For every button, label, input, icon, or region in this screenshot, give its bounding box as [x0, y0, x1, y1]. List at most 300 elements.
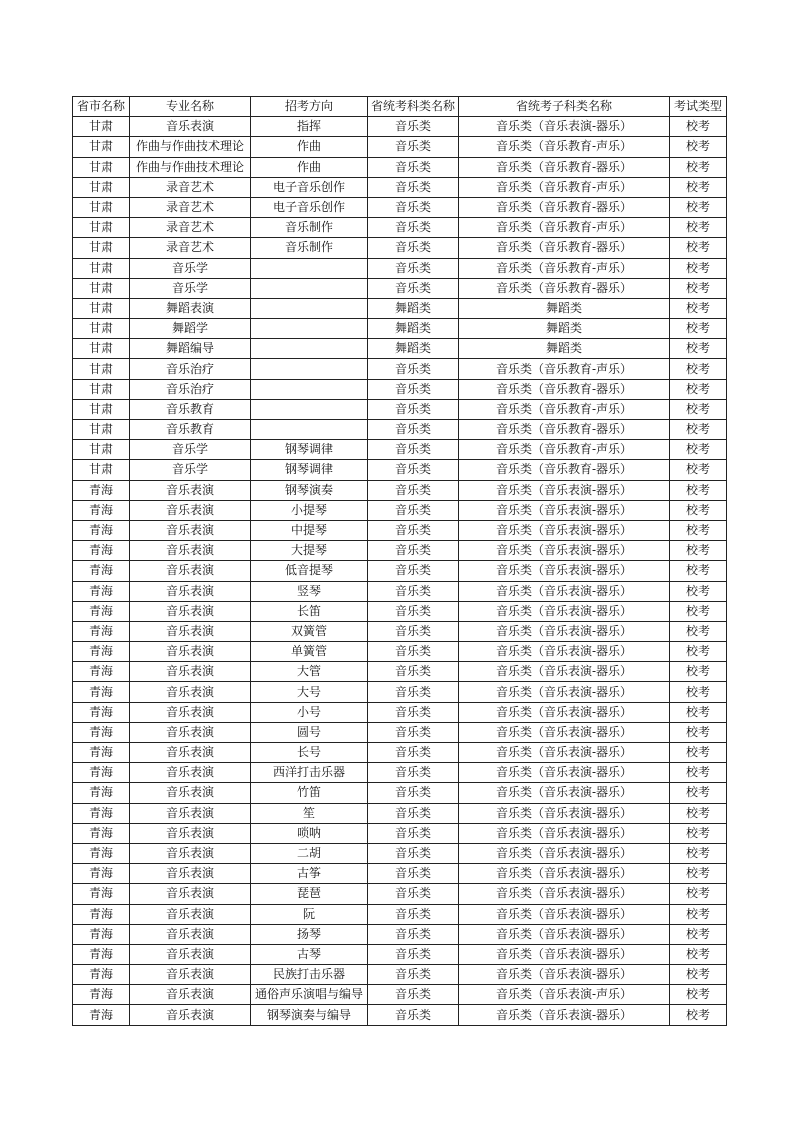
cell-direction	[251, 379, 368, 399]
cell-exam-type: 校考	[670, 924, 727, 944]
cell-province: 青海	[73, 722, 130, 742]
cell-direction: 长笛	[251, 601, 368, 621]
cell-direction	[251, 298, 368, 318]
cell-exam-type: 校考	[670, 258, 727, 278]
table-row	[73, 460, 727, 480]
cell-exam-type: 校考	[670, 520, 727, 540]
cell-exam-subcategory: 音乐类（音乐表演-器乐）	[459, 500, 670, 520]
cell-exam-category: 音乐类	[368, 581, 459, 601]
cell-exam-type: 校考	[670, 601, 727, 621]
table-row	[73, 601, 727, 621]
cell-direction: 竹笛	[251, 783, 368, 803]
table-row	[73, 803, 727, 823]
cell-province: 青海	[73, 642, 130, 662]
cell-direction: 作曲	[251, 157, 368, 177]
cell-major: 音乐表演	[130, 682, 251, 702]
cell-exam-category: 音乐类	[368, 642, 459, 662]
cell-direction: 中提琴	[251, 520, 368, 540]
cell-province: 甘肃	[73, 440, 130, 460]
cell-exam-subcategory: 音乐类（音乐表演-器乐）	[459, 117, 670, 137]
table-row	[73, 399, 727, 419]
cell-major: 音乐表演	[130, 500, 251, 520]
cell-major: 音乐表演	[130, 803, 251, 823]
table-row	[73, 843, 727, 863]
cell-exam-category: 音乐类	[368, 722, 459, 742]
cell-exam-category: 音乐类	[368, 177, 459, 197]
cell-province: 青海	[73, 743, 130, 763]
cell-exam-category: 舞蹈类	[368, 298, 459, 318]
cell-major: 音乐表演	[130, 722, 251, 742]
cell-direction: 圆号	[251, 722, 368, 742]
cell-exam-category: 音乐类	[368, 359, 459, 379]
cell-exam-type: 校考	[670, 642, 727, 662]
cell-direction: 长号	[251, 743, 368, 763]
table-row	[73, 884, 727, 904]
cell-province: 甘肃	[73, 218, 130, 238]
cell-exam-type: 校考	[670, 662, 727, 682]
cell-province: 甘肃	[73, 117, 130, 137]
cell-exam-subcategory: 音乐类（音乐表演-器乐）	[459, 581, 670, 601]
cell-direction: 音乐制作	[251, 218, 368, 238]
cell-province: 甘肃	[73, 339, 130, 359]
cell-province: 青海	[73, 702, 130, 722]
table-body	[73, 117, 727, 1025]
cell-province: 甘肃	[73, 298, 130, 318]
header-province: 省市名称	[73, 97, 130, 117]
cell-major: 音乐表演	[130, 601, 251, 621]
cell-exam-type: 校考	[670, 460, 727, 480]
table-row	[73, 1005, 727, 1025]
cell-direction: 通俗声乐演唱与编导	[251, 985, 368, 1005]
cell-direction: 笙	[251, 803, 368, 823]
cell-exam-subcategory: 音乐类（音乐教育-声乐）	[459, 258, 670, 278]
cell-exam-type: 校考	[670, 944, 727, 964]
cell-direction: 单簧管	[251, 642, 368, 662]
cell-exam-type: 校考	[670, 541, 727, 561]
cell-major: 音乐学	[130, 460, 251, 480]
table-row	[73, 177, 727, 197]
cell-exam-category: 音乐类	[368, 520, 459, 540]
table-row	[73, 420, 727, 440]
cell-exam-type: 校考	[670, 743, 727, 763]
cell-major: 录音艺术	[130, 218, 251, 238]
cell-direction: 电子音乐创作	[251, 177, 368, 197]
cell-exam-type: 校考	[670, 985, 727, 1005]
table-row	[73, 965, 727, 985]
cell-exam-subcategory: 音乐类（音乐表演-器乐）	[459, 823, 670, 843]
table-row	[73, 319, 727, 339]
cell-major: 作曲与作曲技术理论	[130, 157, 251, 177]
cell-direction: 钢琴演奏	[251, 480, 368, 500]
cell-exam-category: 音乐类	[368, 278, 459, 298]
cell-exam-category: 音乐类	[368, 157, 459, 177]
table-row	[73, 218, 727, 238]
cell-province: 甘肃	[73, 278, 130, 298]
cell-exam-type: 校考	[670, 621, 727, 641]
cell-major: 音乐表演	[130, 965, 251, 985]
table-row	[73, 298, 727, 318]
cell-direction: 低音提琴	[251, 561, 368, 581]
cell-exam-type: 校考	[670, 561, 727, 581]
cell-province: 青海	[73, 965, 130, 985]
table-row	[73, 359, 727, 379]
cell-exam-subcategory: 音乐类（音乐表演-器乐）	[459, 702, 670, 722]
table-row	[73, 944, 727, 964]
cell-major: 音乐表演	[130, 480, 251, 500]
cell-direction	[251, 278, 368, 298]
cell-exam-type: 校考	[670, 440, 727, 460]
cell-exam-type: 校考	[670, 1005, 727, 1025]
cell-province: 甘肃	[73, 319, 130, 339]
cell-exam-subcategory: 音乐类（音乐教育-声乐）	[459, 399, 670, 419]
cell-major: 音乐治疗	[130, 379, 251, 399]
cell-exam-type: 校考	[670, 339, 727, 359]
table-row	[73, 137, 727, 157]
admissions-table	[72, 96, 727, 1026]
cell-major: 音乐表演	[130, 763, 251, 783]
cell-exam-type: 校考	[670, 137, 727, 157]
table-row	[73, 480, 727, 500]
cell-direction	[251, 399, 368, 419]
cell-major: 音乐教育	[130, 420, 251, 440]
cell-exam-subcategory: 音乐类（音乐教育-器乐）	[459, 420, 670, 440]
cell-province: 甘肃	[73, 157, 130, 177]
cell-province: 青海	[73, 601, 130, 621]
cell-exam-subcategory: 音乐类（音乐表演-器乐）	[459, 843, 670, 863]
cell-major: 音乐表演	[130, 884, 251, 904]
cell-exam-category: 音乐类	[368, 924, 459, 944]
cell-major: 音乐表演	[130, 985, 251, 1005]
cell-exam-type: 校考	[670, 843, 727, 863]
cell-exam-category: 音乐类	[368, 682, 459, 702]
cell-direction: 竖琴	[251, 581, 368, 601]
cell-exam-type: 校考	[670, 803, 727, 823]
cell-exam-type: 校考	[670, 965, 727, 985]
cell-province: 青海	[73, 884, 130, 904]
cell-major: 音乐表演	[130, 520, 251, 540]
cell-exam-type: 校考	[670, 197, 727, 217]
table-row	[73, 823, 727, 843]
cell-exam-subcategory: 音乐类（音乐表演-器乐）	[459, 662, 670, 682]
cell-exam-type: 校考	[670, 904, 727, 924]
cell-exam-subcategory: 音乐类（音乐教育-器乐）	[459, 278, 670, 298]
cell-province: 青海	[73, 682, 130, 702]
cell-direction: 大管	[251, 662, 368, 682]
cell-exam-subcategory: 音乐类（音乐表演-器乐）	[459, 965, 670, 985]
cell-province: 青海	[73, 823, 130, 843]
cell-exam-category: 音乐类	[368, 985, 459, 1005]
cell-major: 音乐治疗	[130, 359, 251, 379]
cell-province: 青海	[73, 662, 130, 682]
table-row	[73, 238, 727, 258]
cell-exam-category: 音乐类	[368, 379, 459, 399]
cell-exam-subcategory: 音乐类（音乐教育-声乐）	[459, 177, 670, 197]
table-row	[73, 864, 727, 884]
cell-exam-subcategory: 音乐类（音乐表演-器乐）	[459, 642, 670, 662]
cell-province: 甘肃	[73, 420, 130, 440]
cell-major: 音乐表演	[130, 843, 251, 863]
table-row	[73, 339, 727, 359]
cell-exam-subcategory: 音乐类（音乐表演-器乐）	[459, 884, 670, 904]
cell-exam-subcategory: 音乐类（音乐表演-器乐）	[459, 1005, 670, 1025]
cell-exam-type: 校考	[670, 177, 727, 197]
cell-province: 青海	[73, 500, 130, 520]
cell-exam-subcategory: 音乐类（音乐教育-器乐）	[459, 379, 670, 399]
cell-exam-subcategory: 音乐类（音乐教育-声乐）	[459, 218, 670, 238]
cell-exam-subcategory: 音乐类（音乐表演-器乐）	[459, 904, 670, 924]
cell-exam-subcategory: 音乐类（音乐教育-器乐）	[459, 157, 670, 177]
cell-direction: 琵琶	[251, 884, 368, 904]
table-row	[73, 904, 727, 924]
table-row	[73, 197, 727, 217]
cell-exam-subcategory: 音乐类（音乐表演-器乐）	[459, 783, 670, 803]
cell-province: 甘肃	[73, 258, 130, 278]
cell-exam-subcategory: 音乐类（音乐教育-声乐）	[459, 359, 670, 379]
cell-exam-category: 音乐类	[368, 197, 459, 217]
cell-exam-category: 音乐类	[368, 823, 459, 843]
cell-province: 青海	[73, 581, 130, 601]
cell-exam-category: 音乐类	[368, 1005, 459, 1025]
table-row	[73, 581, 727, 601]
cell-direction	[251, 339, 368, 359]
cell-exam-category: 音乐类	[368, 965, 459, 985]
cell-exam-subcategory: 舞蹈类	[459, 319, 670, 339]
cell-exam-category: 音乐类	[368, 500, 459, 520]
cell-direction: 钢琴调律	[251, 460, 368, 480]
cell-exam-category: 音乐类	[368, 420, 459, 440]
cell-province: 青海	[73, 1005, 130, 1025]
cell-exam-category: 舞蹈类	[368, 339, 459, 359]
table-row	[73, 278, 727, 298]
cell-exam-subcategory: 音乐类（音乐表演-器乐）	[459, 722, 670, 742]
cell-province: 青海	[73, 621, 130, 641]
cell-exam-subcategory: 音乐类（音乐教育-器乐）	[459, 460, 670, 480]
cell-exam-subcategory: 音乐类（音乐表演-器乐）	[459, 763, 670, 783]
cell-exam-subcategory: 音乐类（音乐教育-声乐）	[459, 137, 670, 157]
cell-province: 甘肃	[73, 238, 130, 258]
cell-exam-type: 校考	[670, 298, 727, 318]
cell-direction: 民族打击乐器	[251, 965, 368, 985]
table-row	[73, 722, 727, 742]
cell-exam-type: 校考	[670, 218, 727, 238]
cell-province: 青海	[73, 864, 130, 884]
cell-direction: 指挥	[251, 117, 368, 137]
cell-major: 舞蹈编导	[130, 339, 251, 359]
table-row	[73, 157, 727, 177]
cell-major: 音乐表演	[130, 944, 251, 964]
cell-major: 音乐表演	[130, 783, 251, 803]
cell-direction: 大号	[251, 682, 368, 702]
cell-exam-type: 校考	[670, 278, 727, 298]
cell-direction: 小提琴	[251, 500, 368, 520]
cell-province: 甘肃	[73, 359, 130, 379]
table-header-row	[73, 97, 727, 117]
cell-exam-category: 音乐类	[368, 621, 459, 641]
cell-exam-category: 音乐类	[368, 238, 459, 258]
cell-major: 音乐表演	[130, 924, 251, 944]
cell-exam-subcategory: 音乐类（音乐表演-器乐）	[459, 601, 670, 621]
cell-major: 音乐表演	[130, 621, 251, 641]
cell-direction: 古筝	[251, 864, 368, 884]
cell-direction: 作曲	[251, 137, 368, 157]
cell-major: 舞蹈学	[130, 319, 251, 339]
cell-exam-subcategory: 音乐类（音乐表演-器乐）	[459, 621, 670, 641]
cell-exam-category: 音乐类	[368, 904, 459, 924]
cell-exam-category: 音乐类	[368, 218, 459, 238]
cell-exam-type: 校考	[670, 379, 727, 399]
cell-major: 音乐表演	[130, 702, 251, 722]
cell-major: 音乐学	[130, 278, 251, 298]
table-row	[73, 763, 727, 783]
cell-direction: 小号	[251, 702, 368, 722]
table-row	[73, 258, 727, 278]
table-row	[73, 520, 727, 540]
table-row	[73, 783, 727, 803]
cell-exam-subcategory: 舞蹈类	[459, 339, 670, 359]
cell-exam-category: 音乐类	[368, 561, 459, 581]
cell-direction: 古琴	[251, 944, 368, 964]
cell-direction: 双簧管	[251, 621, 368, 641]
cell-exam-type: 校考	[670, 238, 727, 258]
cell-exam-category: 音乐类	[368, 601, 459, 621]
cell-province: 青海	[73, 520, 130, 540]
cell-province: 青海	[73, 561, 130, 581]
cell-exam-subcategory: 音乐类（音乐教育-声乐）	[459, 440, 670, 460]
cell-exam-category: 音乐类	[368, 843, 459, 863]
cell-exam-category: 音乐类	[368, 480, 459, 500]
cell-exam-subcategory: 音乐类（音乐表演-器乐）	[459, 541, 670, 561]
cell-exam-type: 校考	[670, 864, 727, 884]
cell-major: 音乐表演	[130, 117, 251, 137]
cell-exam-subcategory: 音乐类（音乐表演-器乐）	[459, 924, 670, 944]
cell-exam-subcategory: 舞蹈类	[459, 298, 670, 318]
cell-exam-category: 音乐类	[368, 541, 459, 561]
cell-province: 青海	[73, 480, 130, 500]
table-row	[73, 682, 727, 702]
table-row	[73, 621, 727, 641]
cell-exam-category: 音乐类	[368, 137, 459, 157]
cell-major: 音乐表演	[130, 581, 251, 601]
cell-major: 音乐学	[130, 258, 251, 278]
cell-major: 录音艺术	[130, 197, 251, 217]
cell-exam-category: 音乐类	[368, 944, 459, 964]
cell-major: 音乐表演	[130, 904, 251, 924]
cell-exam-type: 校考	[670, 359, 727, 379]
cell-major: 音乐表演	[130, 561, 251, 581]
cell-exam-category: 舞蹈类	[368, 319, 459, 339]
cell-exam-type: 校考	[670, 884, 727, 904]
cell-major: 音乐表演	[130, 864, 251, 884]
cell-exam-subcategory: 音乐类（音乐表演-器乐）	[459, 803, 670, 823]
cell-exam-category: 音乐类	[368, 460, 459, 480]
table-row	[73, 500, 727, 520]
cell-province: 甘肃	[73, 379, 130, 399]
cell-direction: 音乐制作	[251, 238, 368, 258]
cell-direction	[251, 258, 368, 278]
cell-province: 甘肃	[73, 137, 130, 157]
cell-direction: 西洋打击乐器	[251, 763, 368, 783]
cell-exam-type: 校考	[670, 682, 727, 702]
cell-exam-subcategory: 音乐类（音乐表演-声乐）	[459, 985, 670, 1005]
cell-exam-type: 校考	[670, 117, 727, 137]
cell-direction: 钢琴调律	[251, 440, 368, 460]
table-row	[73, 541, 727, 561]
cell-direction: 扬琴	[251, 924, 368, 944]
cell-exam-category: 音乐类	[368, 399, 459, 419]
cell-province: 青海	[73, 541, 130, 561]
cell-direction: 电子音乐创作	[251, 197, 368, 217]
table-row	[73, 561, 727, 581]
cell-exam-category: 音乐类	[368, 763, 459, 783]
cell-exam-category: 音乐类	[368, 864, 459, 884]
cell-province: 甘肃	[73, 399, 130, 419]
cell-province: 青海	[73, 924, 130, 944]
cell-province: 青海	[73, 944, 130, 964]
cell-exam-subcategory: 音乐类（音乐表演-器乐）	[459, 561, 670, 581]
cell-direction	[251, 319, 368, 339]
cell-exam-category: 音乐类	[368, 117, 459, 137]
cell-major: 音乐表演	[130, 642, 251, 662]
cell-exam-category: 音乐类	[368, 258, 459, 278]
cell-direction: 大提琴	[251, 541, 368, 561]
cell-exam-type: 校考	[670, 581, 727, 601]
table-row	[73, 440, 727, 460]
header-exam-category: 省统考科类名称	[368, 97, 459, 117]
cell-exam-type: 校考	[670, 702, 727, 722]
cell-exam-type: 校考	[670, 157, 727, 177]
cell-province: 青海	[73, 985, 130, 1005]
cell-exam-category: 音乐类	[368, 440, 459, 460]
cell-exam-type: 校考	[670, 783, 727, 803]
cell-exam-category: 音乐类	[368, 662, 459, 682]
cell-exam-type: 校考	[670, 722, 727, 742]
cell-exam-type: 校考	[670, 420, 727, 440]
cell-exam-subcategory: 音乐类（音乐教育-器乐）	[459, 238, 670, 258]
cell-major: 音乐表演	[130, 823, 251, 843]
cell-direction	[251, 359, 368, 379]
cell-exam-subcategory: 音乐类（音乐表演-器乐）	[459, 944, 670, 964]
cell-exam-type: 校考	[670, 763, 727, 783]
cell-major: 音乐教育	[130, 399, 251, 419]
table-row	[73, 662, 727, 682]
cell-province: 甘肃	[73, 177, 130, 197]
cell-major: 音乐表演	[130, 1005, 251, 1025]
header-exam-subcategory: 省统考子科类名称	[459, 97, 670, 117]
cell-exam-subcategory: 音乐类（音乐教育-器乐）	[459, 197, 670, 217]
cell-exam-type: 校考	[670, 480, 727, 500]
cell-direction	[251, 420, 368, 440]
cell-exam-type: 校考	[670, 823, 727, 843]
cell-exam-type: 校考	[670, 319, 727, 339]
cell-province: 青海	[73, 763, 130, 783]
header-major: 专业名称	[130, 97, 251, 117]
cell-exam-category: 音乐类	[368, 884, 459, 904]
cell-exam-subcategory: 音乐类（音乐表演-器乐）	[459, 480, 670, 500]
cell-exam-category: 音乐类	[368, 702, 459, 722]
cell-direction: 阮	[251, 904, 368, 924]
cell-province: 青海	[73, 783, 130, 803]
cell-province: 甘肃	[73, 460, 130, 480]
table-row	[73, 924, 727, 944]
table-row	[73, 743, 727, 763]
cell-exam-category: 音乐类	[368, 783, 459, 803]
cell-exam-type: 校考	[670, 500, 727, 520]
table-row	[73, 642, 727, 662]
cell-exam-subcategory: 音乐类（音乐表演-器乐）	[459, 864, 670, 884]
header-direction: 招考方向	[251, 97, 368, 117]
cell-major: 音乐表演	[130, 541, 251, 561]
table-row	[73, 117, 727, 137]
